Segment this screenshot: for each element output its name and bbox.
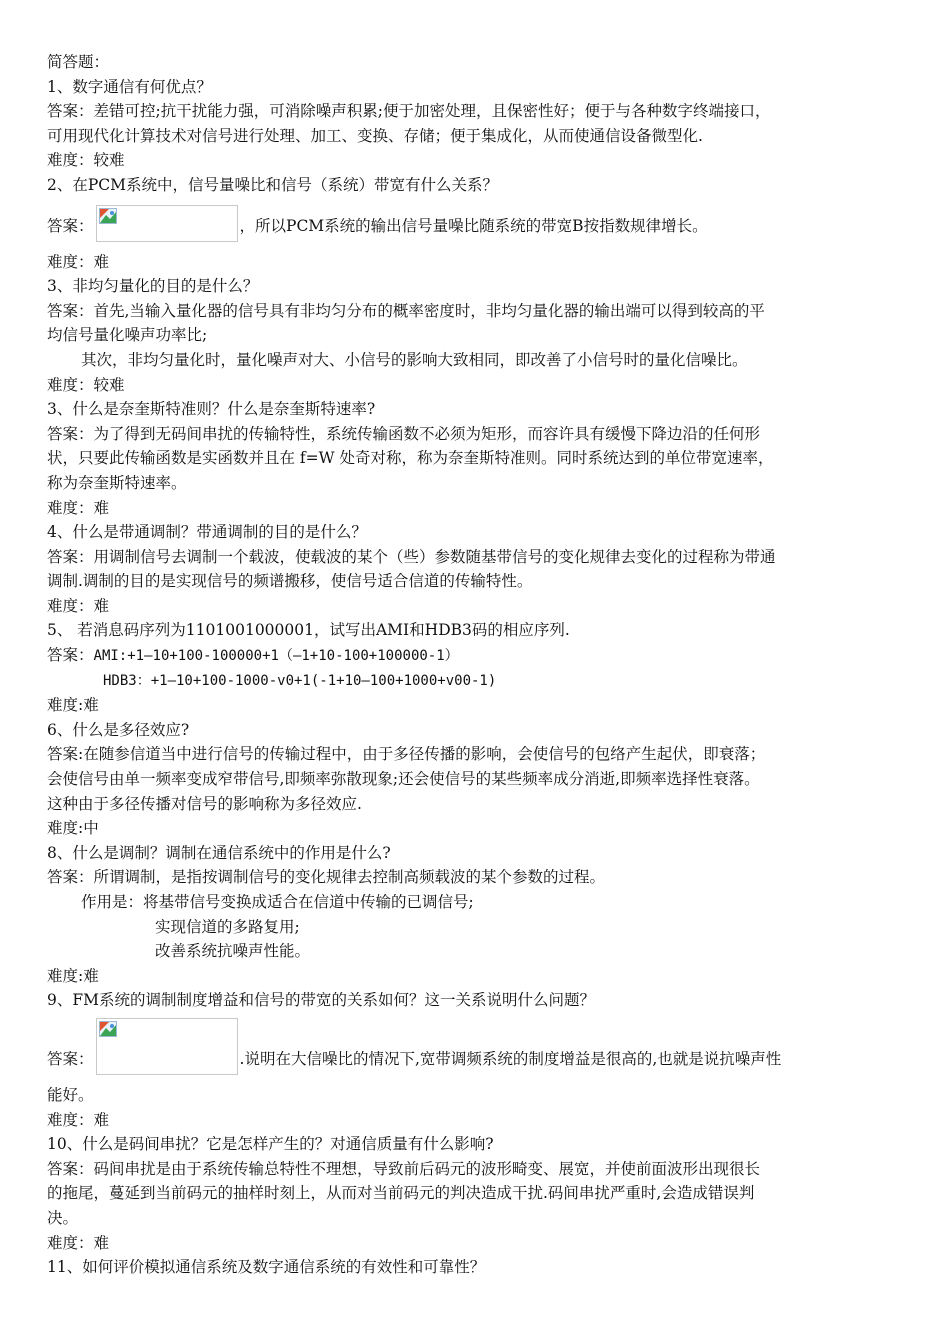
broken-image-icon	[99, 1021, 117, 1037]
question-4: 4、什么是带通调制？带通调制的目的是什么？	[47, 523, 367, 542]
answer-3b-line-3: 称为奈奎斯特速率。	[47, 473, 187, 492]
difficulty-1: 难度：较难	[47, 151, 125, 170]
ami-sequence: AMI:+1—10+100-100000+1（—1+10-100+100000-1）	[93, 648, 459, 665]
difficulty-5: 难度:难	[47, 696, 99, 715]
spacer	[47, 1075, 917, 1083]
answer-8-line-1: 答案：所谓调制，是指按调制信号的变化规律去控制高频载波的某个参数的过程。	[47, 868, 606, 887]
answer-4-line-1: 答案：用调制信号去调制一个载波，使载波的某个（些）参数随基带信号的变化规律去变化的过程称为带通	[47, 547, 776, 566]
question-3a: 3、非均匀量化的目的是什么？	[47, 277, 259, 296]
answer-6-line-1: 答案:在随参信道当中进行信号的传输过程中，由于多径传播的影响，会使信号的包络产生起伏，即衰落；	[47, 745, 766, 764]
question-8: 8、什么是调制？调制在通信系统中的作用是什么?	[47, 843, 391, 862]
difficulty-3b: 难度：难	[47, 498, 110, 517]
question-9: 9、FM系统的调制制度增益和信号的带宽的关系如何？这一关系说明什么问题？	[47, 991, 595, 1010]
answer-2	[47, 198, 917, 242]
question-5: 5、 若消息码序列为1101001000001，试写出AMI和HDB3码的相应序列.	[47, 621, 570, 640]
answer-4-line-2: 调制.调制的目的是实现信号的频谱搬移，使信号适合信道的传输特性。	[47, 572, 533, 591]
difficulty-4: 难度：难	[47, 596, 110, 615]
question-10: 10、什么是码间串扰？它是怎样产生的？对通信质量有什么影响?	[47, 1135, 494, 1154]
difficulty-8: 难度:难	[47, 966, 99, 985]
answer-3b-line-1: 答案：为了得到无码间串扰的传输特性，系统传输函数不必须为矩形，而容许具有缓慢下降边沿的任何形	[47, 424, 761, 443]
answer-5-prefix: 答案：	[47, 646, 94, 665]
broken-image-icon	[99, 208, 117, 224]
formula-image	[96, 205, 238, 242]
answer-9-text: .说明在大信噪比的情况下,宽带调频系统的制度增益是很高的,也就是说抗噪声性	[239, 1049, 782, 1068]
answer-9	[47, 1013, 917, 1075]
answer-10-line-1: 答案：码间串扰是由于系统传输总特性不理想，导致前后码元的波形畸变、展宽，并使前面波形出现很长	[47, 1159, 761, 1178]
difficulty-9: 难度：难	[47, 1110, 110, 1129]
answer-8-line-2: 作用是：将基带信号变换成适合在信道中传输的已调信号;	[81, 893, 474, 911]
section-title: 简答题：	[47, 53, 110, 71]
hdb3-sequence: HDB3：+1—10+100-1000-v0+1(-1+10—100+1000+v00-1)	[103, 672, 497, 689]
document-page	[47, 50, 917, 1280]
answer-3a-line-1: 答案：首先,当输入量化器的信号具有非均匀分布的概率密度时，非均匀量化器的输出端可以得到较高的平	[47, 301, 765, 320]
answer-9-prefix: 答案：	[47, 1049, 94, 1068]
answer-3a-line-3: 其次，非均匀量化时，量化噪声对大、小信号的影响大致相同，即改善了小信号时的量化信噪比。	[81, 350, 748, 369]
question-3b: 3、什么是奈奎斯特准则？什么是奈奎斯特速率?	[47, 400, 376, 419]
difficulty-6: 难度:中	[47, 819, 99, 838]
answer-2-prefix: 答案：	[47, 216, 94, 235]
question-6: 6、什么是多径效应?	[47, 720, 190, 739]
answer-5-ami	[47, 643, 917, 669]
answer-3a-line-2: 均信号量化噪声功率比;	[47, 326, 208, 345]
answer-1-line-2: 可用现代化计算技术对信号进行处理、加工、变换、存储；便于集成化，从而使通信设备微型化.	[47, 126, 703, 145]
question-1: 1、数字通信有何优点？	[47, 77, 212, 96]
formula-image	[96, 1018, 238, 1075]
difficulty-2: 难度：难	[47, 252, 110, 271]
answer-6-line-2: 会使信号由单一频率变成窄带信号,即频率弥散现象;还会使信号的某些频率成分消逝,即频率选择性衰落。	[47, 770, 760, 789]
answer-6-line-3: 这种由于多径传播对信号的影响称为多径效应.	[47, 794, 362, 813]
answer-8-line-4: 改善系统抗噪声性能。	[155, 942, 311, 961]
answer-10-line-3: 决。	[47, 1208, 79, 1227]
answer-1-line-1: 答案：差错可控;抗干扰能力强，可消除噪声积累;便于加密处理，且保密性好；便于与各种数字终端接口，	[47, 102, 771, 121]
question-2: 2、在PCM系统中，信号量噪比和信号（系统）带宽有什么关系？	[47, 175, 499, 194]
question-11: 11、如何评价模拟通信系统及数字通信系统的有效性和可靠性？	[47, 1258, 486, 1277]
spacer	[47, 242, 917, 250]
answer-9-line-2: 能好。	[47, 1085, 94, 1104]
difficulty-10: 难度：难	[47, 1233, 110, 1252]
answer-3b-line-2: 状，只要此传输函数是实函数并且在 f=W 处奇对称，称为奈奎斯特准则。同时系统达到的单位带宽速率，	[47, 449, 774, 468]
difficulty-3a: 难度：较难	[47, 375, 125, 394]
answer-10-line-2: 的拖尾，蔓延到当前码元的抽样时刻上，从而对当前码元的判决造成干扰.码间串扰严重时,会造成错误判	[47, 1184, 755, 1203]
answer-8-line-3: 实现信道的多路复用;	[155, 917, 300, 936]
answer-2-text: ，所以PCM系统的输出信号量噪比随系统的带宽B按指数规律增长。	[239, 216, 708, 235]
